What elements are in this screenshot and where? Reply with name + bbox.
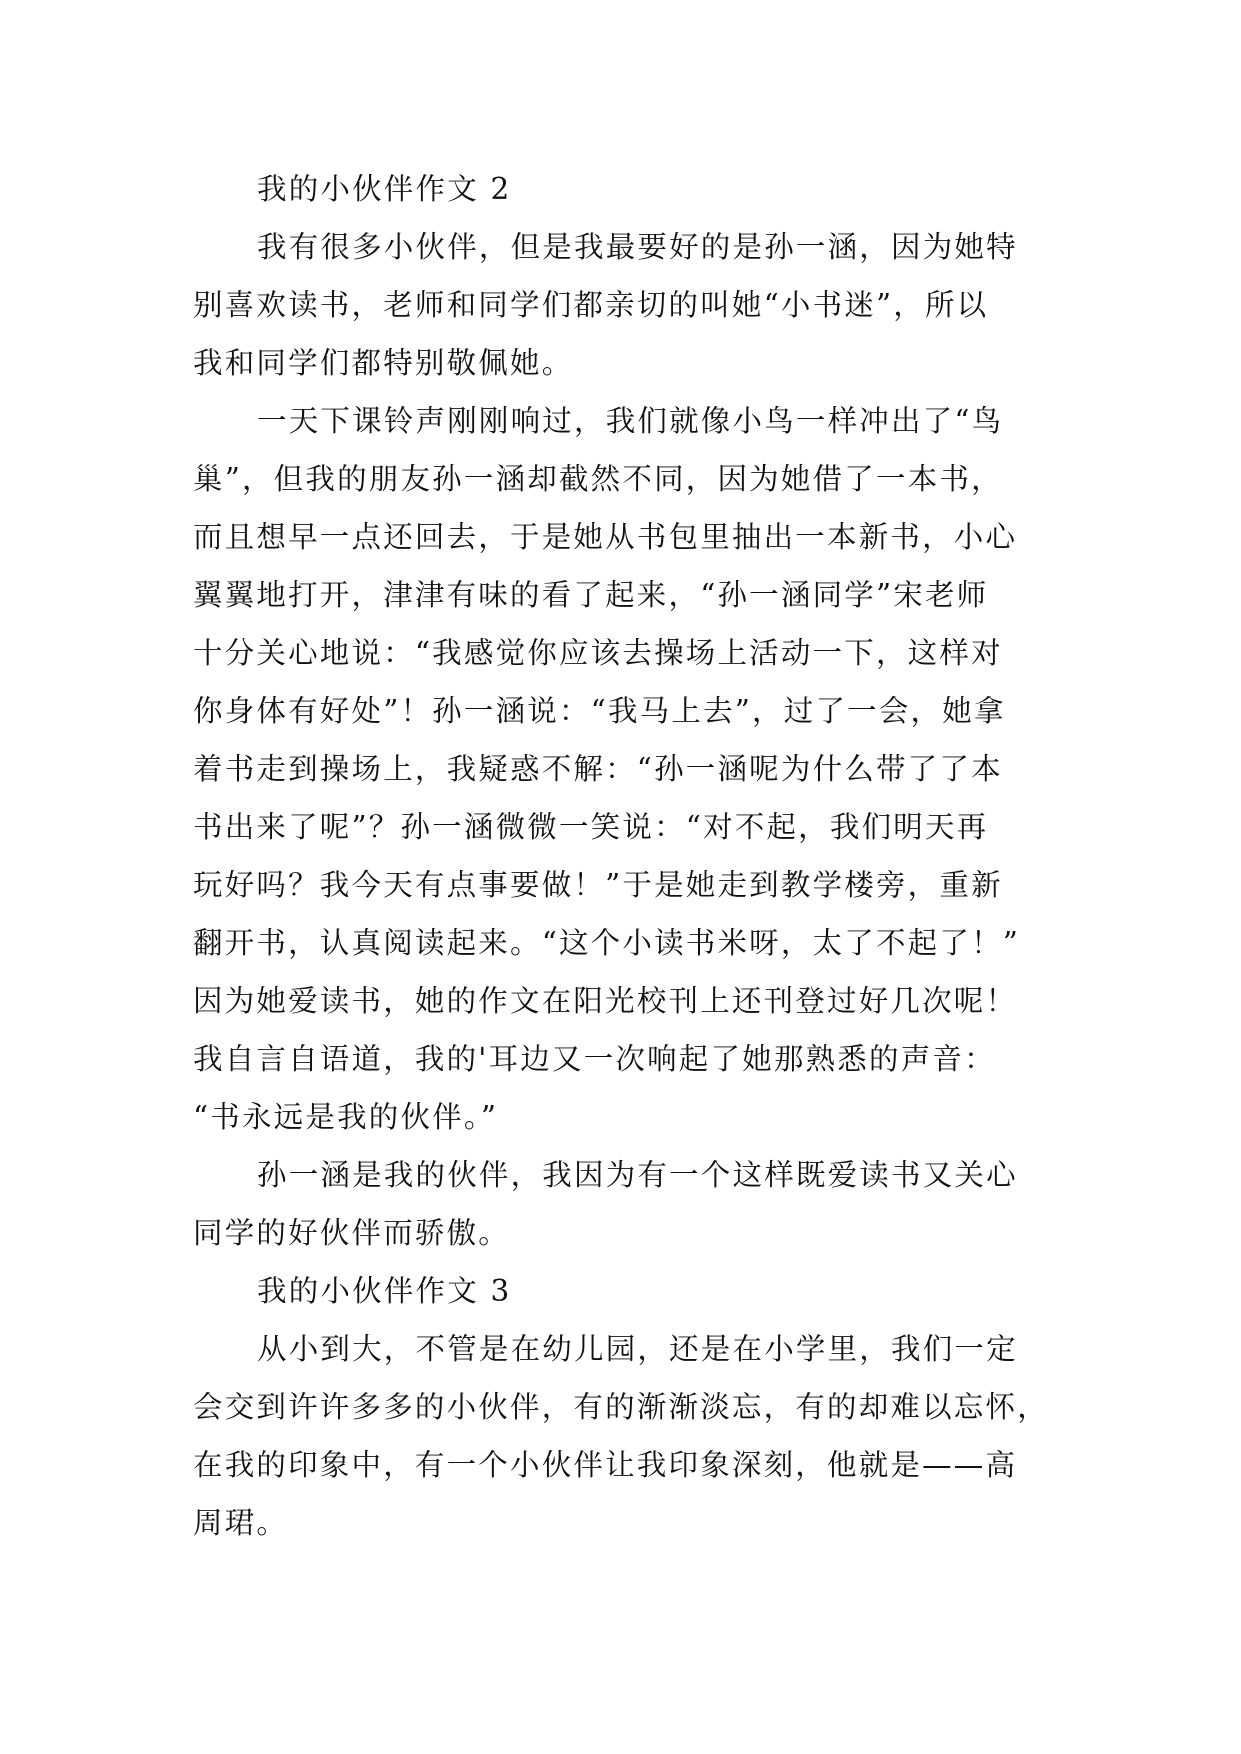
text-line: 我有很多小伙伴，但是我最要好的是孙一涵，因为她特 [257,230,1018,264]
paragraph [193,392,1053,1146]
text-line: 翼翼地打开，津津有味的看了起来，“孙一涵同学”宋老师 [193,578,989,612]
text-line: 因为她爱读书，她的作文在阳光校刊上还刊登过好几次呢！ [193,984,1018,1018]
document-page [193,160,1053,1552]
text-line: 一天下课铃声刚刚响过，我们就像小鸟一样冲出了“鸟 [257,404,1004,438]
text-line: 别喜欢读书，老师和同学们都亲切的叫她“小书迷”，所以 [193,288,989,322]
text-line: 我自言自语道，我的'耳边又一次响起了她那熟悉的声音： [193,1042,996,1076]
section-title-3: 我的小伙伴作文 3 [257,1274,512,1308]
text-line: 书出来了呢”？孙一涵微微一笑说：“对不起，我们明天再 [193,810,989,844]
text-line: 周珺。 [193,1506,289,1540]
text-line: “书永远是我的伙伴。” [193,1100,499,1134]
text-line: 而且想早一点还回去，于是她从书包里抽出一本新书，小心 [193,520,1018,554]
text-line: 从小到大，不管是在幼儿园，还是在小学里，我们一定 [257,1332,1018,1366]
text-line: 十分关心地说：“我感觉你应该去操场上活动一下，这样对 [193,636,1003,670]
text-line: 你身体有好处”！孙一涵说：“我马上去”，过了一会，她拿 [193,694,1006,728]
text-line: 我和同学们都特别敬佩她。 [193,346,574,380]
paragraph [193,1320,1053,1552]
text-line: 在我的印象中，有一个小伙伴让我印象深刻，他就是——高 [193,1448,1018,1482]
text-line: 着书走到操场上，我疑惑不解：“孙一涵呢为什么带了了本 [193,752,1003,786]
text-line: 孙一涵是我的伙伴，我因为有一个这样既爱读书又关心 [257,1158,1018,1192]
paragraph [193,218,1053,392]
text-line: 同学的好伙伴而骄傲。 [193,1216,511,1250]
text-line: 玩好吗？我今天有点事要做！”于是她走到教学楼旁，重新 [193,868,1003,902]
section-title-2: 我的小伙伴作文 2 [257,172,512,206]
text-line: 巢”，但我的朋友孙一涵却截然不同，因为她借了一本书， [193,462,1003,496]
paragraph [193,1146,1053,1262]
text-line: 会交到许许多多的小伙伴，有的渐渐淡忘，有的却难以忘怀， [193,1390,1049,1424]
text-line: 翻开书，认真阅读起来。“这个小读书米呀，太了不起了！” [193,926,1021,960]
